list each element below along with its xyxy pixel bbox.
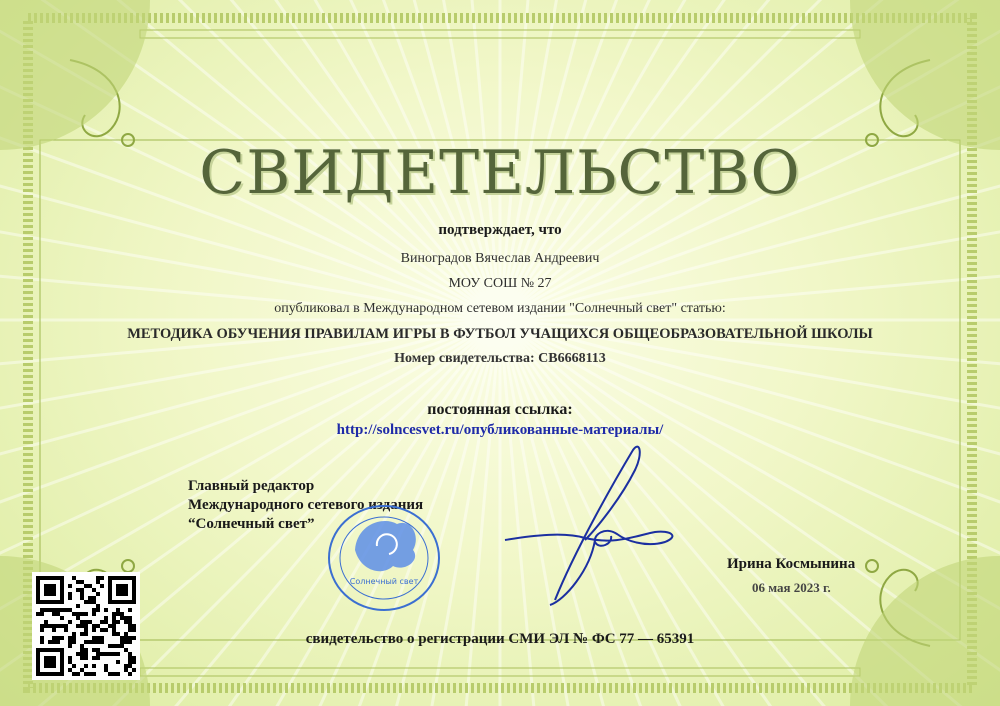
- signer-name: Ирина Космынина: [727, 556, 856, 572]
- certificate-number: Номер свидетельства: СВ6668113: [394, 351, 606, 366]
- issue-date: 06 мая 2023 г.: [752, 580, 831, 595]
- article-title: МЕТОДИКА ОБУЧЕНИЯ ПРАВИЛАМ ИГРЫ В ФУТБОЛ УЧАЩИХСЯ ОБЩЕОБРАЗОВАТЕЛЬНОЙ ШКОЛЫ: [127, 326, 873, 342]
- school-name: МОУ СОШ № 27: [448, 276, 552, 291]
- svg-text:Солнечный свет: Солнечный свет: [349, 577, 419, 586]
- editor-line-3: “Солнечный свет”: [188, 516, 315, 532]
- author-name: Виноградов Вячеслав Андреевич: [400, 251, 600, 266]
- qr-code: [32, 572, 140, 680]
- editor-line-1: Главный редактор: [188, 478, 315, 494]
- published-text: опубликовал в Международном сетевом издании "Солнечный свет" статью:: [274, 301, 726, 316]
- permalink-label: постоянная ссылка:: [427, 401, 573, 418]
- editor-line-2: Международного сетевого издания: [188, 497, 424, 513]
- signature: [495, 440, 685, 610]
- publisher-stamp: [325, 502, 443, 614]
- certificate-title: СВИДЕТЕЛЬСТВО: [199, 138, 801, 208]
- confirms-text: подтверждает, что: [438, 222, 562, 238]
- permalink-url[interactable]: http://solncesvet.ru/опубликованные-материалы/: [336, 422, 664, 438]
- registration-text: свидетельство о регистрации СМИ ЭЛ № ФС 77 — 65391: [305, 631, 695, 647]
